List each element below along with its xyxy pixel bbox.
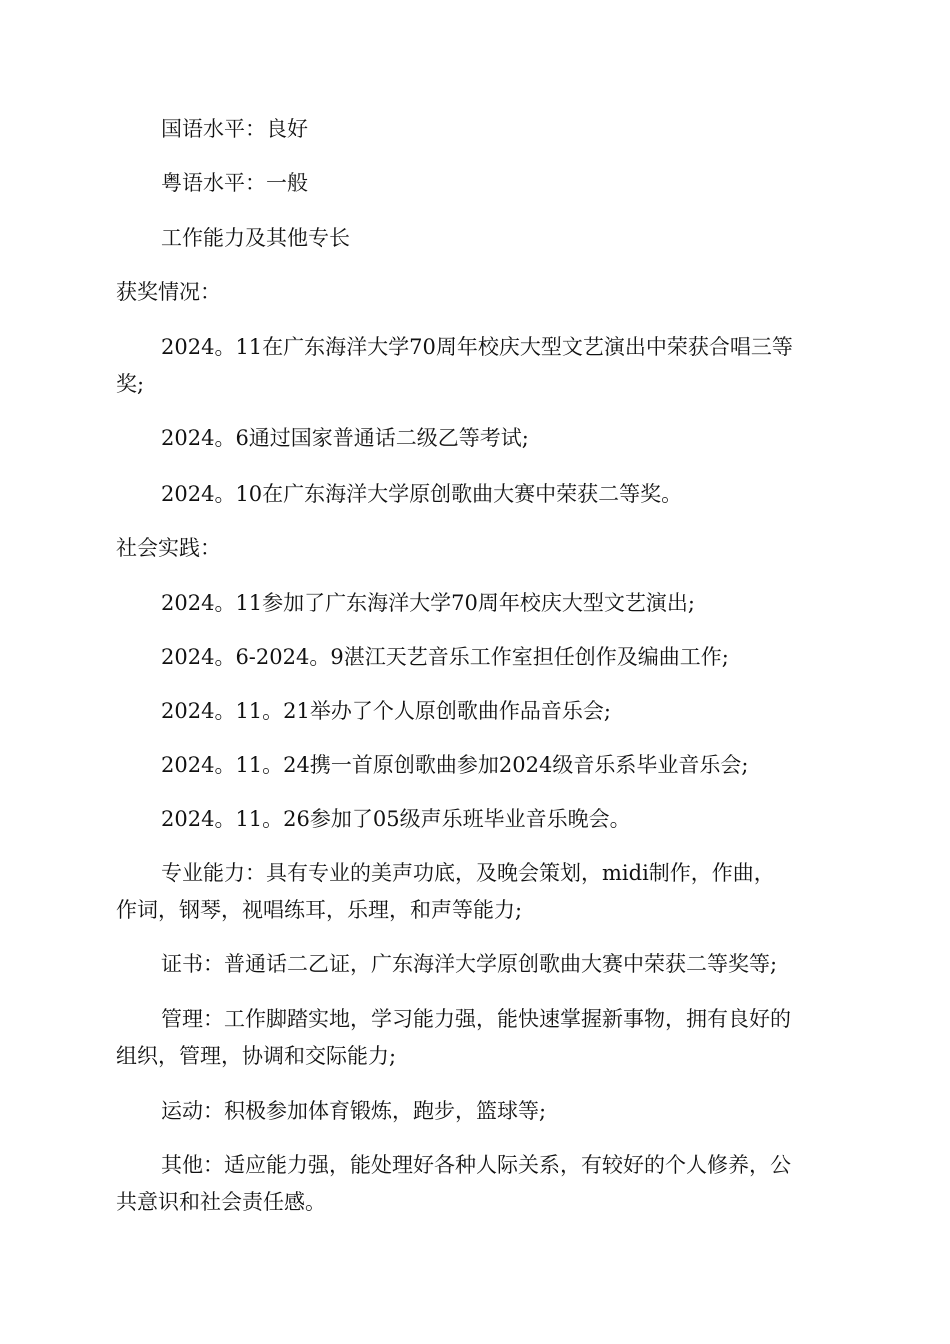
sports: 运动：积极参加体育锻炼，跑步，篮球等; (161, 1099, 547, 1123)
professional-ability-line-1: 专业能力：具有专业的美声功底，及晚会策划，midi制作，作曲， (161, 861, 775, 885)
award-item-1-line-2: 奖; (116, 372, 145, 396)
certificates: 证书：普通话二乙证，广东海洋大学原创歌曲大赛中荣获二等奖等; (161, 952, 778, 976)
practice-item-2: 2024。6-2024。9湛江天艺音乐工作室担任创作及编曲工作; (161, 645, 729, 669)
practice-item-3: 2024。11。21举办了个人原创歌曲作品音乐会; (161, 699, 611, 723)
practice-item-5: 2024。11。26参加了05级声乐班毕业音乐晚会。 (161, 807, 631, 831)
award-item-3: 2024。10在广东海洋大学原创歌曲大赛中荣获二等奖。 (161, 482, 683, 506)
professional-ability-line-2: 作词，钢琴，视唱练耳，乐理，和声等能力; (116, 898, 523, 922)
management-line-2: 组织，管理，协调和交际能力; (116, 1044, 397, 1068)
management-line-1: 管理：工作脚踏实地，学习能力强，能快速掌握新事物，拥有良好的 (161, 1007, 791, 1031)
mandarin-level: 国语水平：良好 (161, 117, 308, 141)
awards-heading: 获奖情况： (116, 280, 221, 304)
other-line-1: 其他：适应能力强，能处理好各种人际关系，有较好的个人修养，公 (161, 1153, 791, 1177)
cantonese-level: 粤语水平：一般 (161, 171, 308, 195)
other-line-2: 共意识和社会责任感。 (116, 1190, 326, 1214)
practice-item-4: 2024。11。24携一首原创歌曲参加2024级音乐系毕业音乐会; (161, 753, 749, 777)
award-item-1-line-1: 2024。11在广东海洋大学70周年校庆大型文艺演出中荣获合唱三等 (161, 335, 793, 359)
award-item-2: 2024。6通过国家普通话二级乙等考试; (161, 426, 529, 450)
skills-heading: 工作能力及其他专长 (161, 226, 350, 250)
practice-item-1: 2024。11参加了广东海洋大学70周年校庆大型文艺演出; (161, 591, 695, 615)
practice-heading: 社会实践： (116, 536, 221, 560)
